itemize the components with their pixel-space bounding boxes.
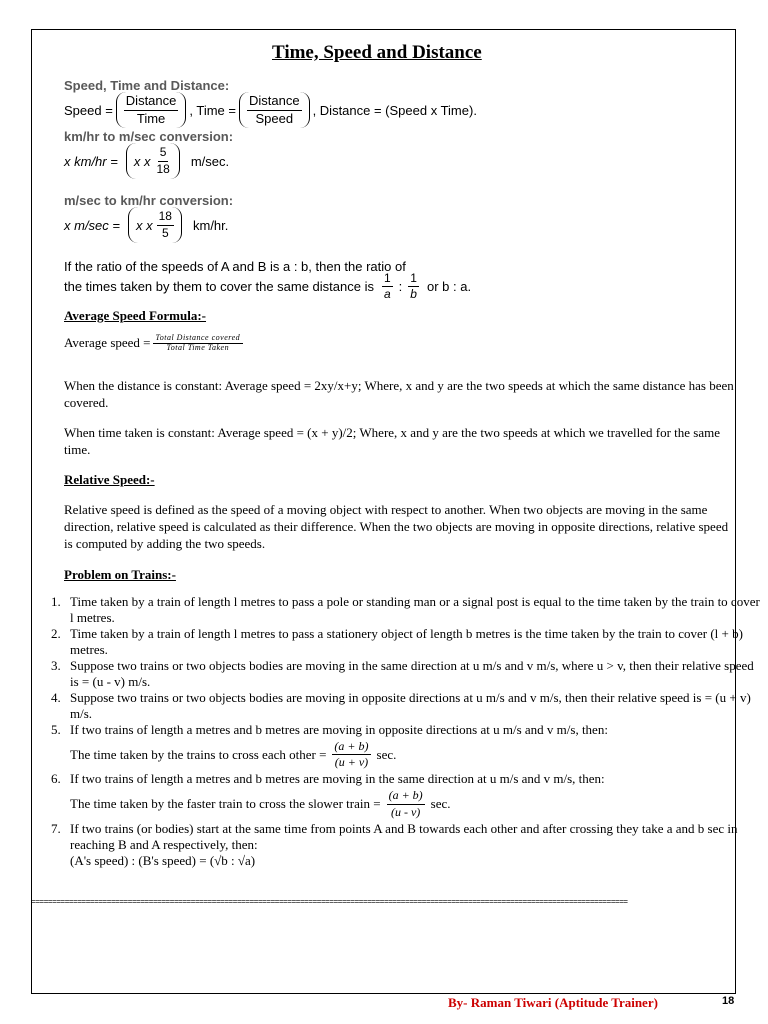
msec-left: x m/sec = (64, 217, 120, 233)
list-item: 3. Suppose two trains or two objects bodies are moving in the same direction at u m/s and v m/s, where u > v, then their relative speed is = (u - v) m/s. (64, 658, 764, 690)
section-heading-relative-speed: Relative Speed:- (64, 472, 155, 487)
average-speed-distance-constant: When the distance is constant: Average speed = 2xy/x+y; Where, x and y are the two speeds at which the same distance has been covered. (64, 378, 734, 410)
section-heading-problem-on-trains: Problem on Trains:- (64, 567, 176, 582)
ratio-frac1-den: a (383, 287, 391, 302)
crossing-time-opposite: The time taken by the trains to cross each other = $\frac{(a + b)}{(u + v)}$ sec. (70, 739, 397, 770)
average-speed-denominator: Total Time Taken (166, 342, 230, 352)
ratio-frac1-num: 1 (382, 272, 393, 287)
time-fraction (239, 92, 310, 128)
list-item: 6. If two trains of length a metres and b metres are moving in the same direction at u m/s and v m/s, then: The time taken by the faster train to cross the slower train = $\frac{(a + b)}{(u - v)}$ sec. (64, 771, 764, 818)
average-speed-time-constant: When time taken is constant: Average speed = (x + y)/2; Where, x and y are the two speeds at which we travelled for the same time. (64, 425, 721, 457)
msec-paren (128, 207, 182, 243)
kmhr-unit: m/sec. (190, 153, 230, 169)
kmhr-denominator: 18 (156, 161, 170, 176)
list-item: 4. Suppose two trains or two objects bodies are moving in opposite directions at u m/s and v m/s, then their relative speed is = (u + v) m/s. (64, 690, 764, 722)
list-item: 5. If two trains of length a metres and b metres are moving in opposite directions at u m/s and v m/s, then: The time taken by the trains to cross each other = $\frac{(a + b)}{(u + v)}$ sec. (64, 722, 764, 769)
trains-list (36, 594, 764, 869)
separator-line: ============================================================================================================================================== (31, 898, 628, 907)
ratio-frac2-num: 1 (408, 272, 419, 287)
speed-label: Speed = (64, 102, 113, 118)
msec-inner: x x (136, 217, 153, 233)
ratio-colon: : (398, 279, 403, 295)
speed-fraction (116, 92, 187, 128)
kmhr-paren (126, 143, 180, 179)
ratio-line-2-text: the times taken by them to cover the same distance is (64, 279, 374, 295)
section-heading-speed-time-distance: Speed, Time and Distance: (64, 78, 230, 93)
msec-unit: km/hr. (192, 217, 229, 233)
crossing-time-same: The time taken by the faster train to cross the slower train = $\frac{(a + b)}{(u - v)}$ sec. (70, 788, 451, 819)
list-item: 7. If two trains (or bodies) start at the same time from points A and B towards each other and after crossing they take a and b sec in reaching B and A respectively, then: (A's speed) : (B's speed) = (√b : √a) (64, 821, 764, 869)
kmhr-numerator: 5 (158, 146, 169, 161)
msec-numerator: 18 (157, 210, 174, 225)
time-numerator: Distance (247, 94, 302, 110)
average-speed-formula (64, 334, 243, 353)
list-item: 1. Time taken by a train of length l metres to pass a pole or standing man or a signal post is equal to the time taken by the train to cover l metres. (64, 594, 764, 626)
ratio-line-2 (64, 272, 471, 301)
kmhr-inner: x x (133, 153, 151, 169)
page-title: Time, Speed and Distance (272, 42, 482, 63)
section-heading-kmhr-to-msec: km/hr to m/sec conversion: (64, 129, 234, 144)
speed-formula-row (64, 92, 477, 128)
author-footer: By- Raman Tiwari (Aptitude Trainer) (448, 995, 658, 1010)
section-heading-average-speed: Average Speed Formula:- (64, 308, 207, 323)
ratio-tail: or b : a. (426, 279, 472, 295)
speed-numerator: Distance (124, 94, 179, 110)
speed-ratio-formula: (A's speed) : (B's speed) = (√b : √a) (70, 852, 256, 868)
section-heading-msec-to-kmhr: m/sec to km/hr conversion: (64, 193, 234, 208)
average-speed-numerator: Total Distance covered (153, 334, 244, 344)
speed-denominator: Time (136, 110, 166, 126)
time-label: , Time = (189, 102, 236, 118)
list-item: 2. Time taken by a train of length l metres to pass a stationery object of length b metres is the time taken by the train to cover (l + b) metres. (64, 626, 764, 658)
time-denominator: Speed (255, 110, 294, 126)
kmhr-formula-row (64, 143, 229, 179)
msec-formula-row (64, 207, 228, 243)
ratio-frac2-den: b (410, 287, 417, 302)
msec-denominator: 5 (161, 225, 169, 240)
page-number: 18 (722, 995, 735, 1007)
distance-formula: , Distance = (Speed x Time). (312, 102, 477, 118)
relative-speed-paragraph: Relative speed is defined as the speed of a moving object with respect to another. When two objects are moving in the same direction, relative speed is calculated as their difference. When the two objects are moving in opposite directions, relative speed is computed by adding the two speeds. (64, 502, 729, 551)
kmhr-left: x km/hr = (64, 153, 118, 169)
average-speed-label: Average speed = (64, 335, 151, 351)
ratio-line-1: If the ratio of the speeds of A and B is a : b, then the ratio of (64, 259, 406, 274)
